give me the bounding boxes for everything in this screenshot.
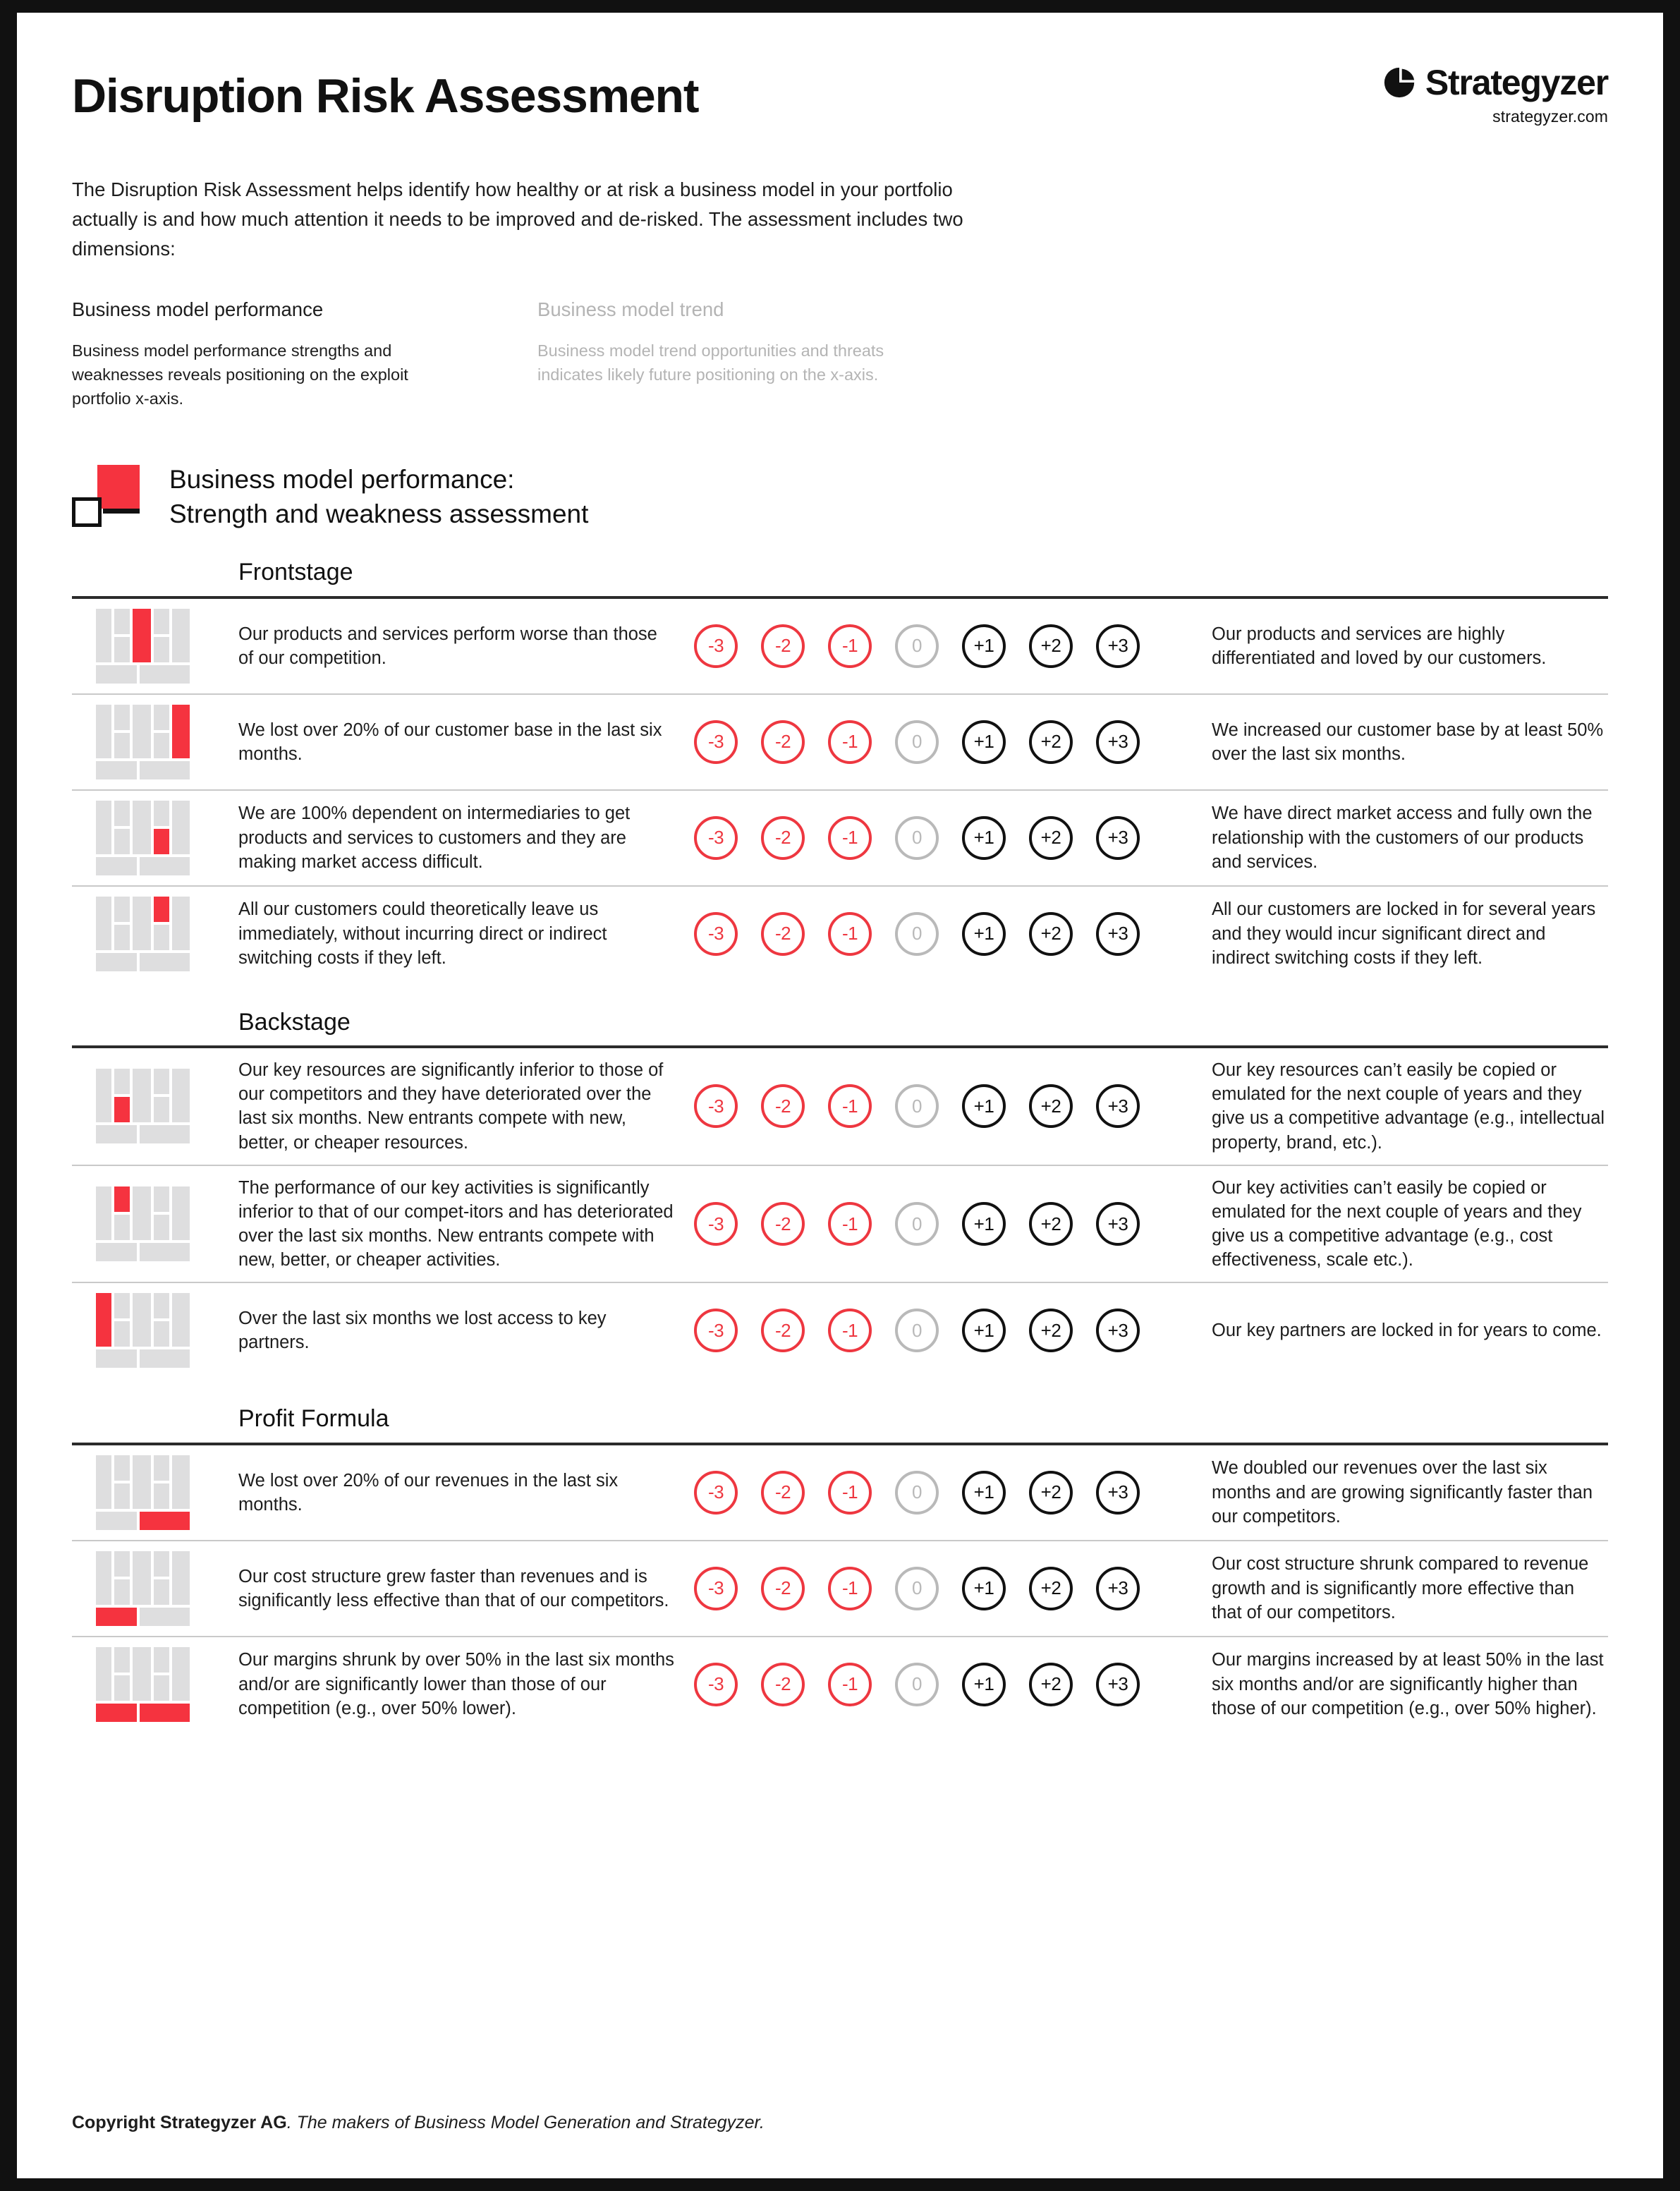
weakness-statement: Our products and services perform worse than those of our competition. bbox=[238, 624, 657, 668]
rating-option-0[interactable]: 0 bbox=[895, 624, 939, 668]
rating-option-plus3[interactable]: +3 bbox=[1096, 1663, 1140, 1706]
section-title-line2: Strength and weakness assessment bbox=[169, 499, 589, 529]
rating-option-plus1[interactable]: +1 bbox=[962, 720, 1006, 764]
rating-option-minus1[interactable]: -1 bbox=[828, 1663, 872, 1706]
strength-statement: We have direct market access and fully own the relationship with the customers of our products and services. bbox=[1212, 803, 1593, 872]
rating-option-minus2[interactable]: -2 bbox=[761, 1567, 805, 1610]
rating-option-plus1[interactable]: +1 bbox=[962, 816, 1006, 860]
rating-option-minus2[interactable]: -2 bbox=[761, 816, 805, 860]
rating-scale bbox=[694, 720, 1195, 764]
canvas-icon-channels bbox=[96, 801, 190, 875]
weakness-statement: Over the last six months we lost access to key partners. bbox=[238, 1309, 607, 1353]
rating-scale bbox=[694, 816, 1195, 860]
page-header bbox=[72, 58, 1608, 164]
section-title-line1: Business model performance: bbox=[169, 464, 515, 494]
section-title bbox=[169, 462, 588, 531]
rating-option-minus2[interactable]: -2 bbox=[761, 624, 805, 668]
rating-scale bbox=[694, 1084, 1195, 1128]
rating-scale bbox=[694, 1309, 1195, 1352]
row-icon-cell bbox=[72, 609, 238, 684]
rating-option-minus1[interactable]: -1 bbox=[828, 816, 872, 860]
rating-option-0[interactable]: 0 bbox=[895, 720, 939, 764]
rating-option-0[interactable]: 0 bbox=[895, 1567, 939, 1610]
rating-option-minus2[interactable]: -2 bbox=[761, 1202, 805, 1246]
assessment-table bbox=[72, 559, 1608, 1731]
rating-option-plus1[interactable]: +1 bbox=[962, 624, 1006, 668]
strength-statement: Our cost structure shrunk compared to revenue growth and is significantly more effective than that of our competitors. bbox=[1212, 1554, 1589, 1622]
dimension-body: Business model trend opportunities and threats indicates likely future positioning on the x-axis. bbox=[537, 341, 884, 384]
rating-option-minus1[interactable]: -1 bbox=[828, 1202, 872, 1246]
page-title: Disruption Risk Assessment bbox=[72, 69, 699, 123]
assessment-row bbox=[72, 1445, 1608, 1540]
weakness-statement: We lost over 20% of our customer base in the last six months. bbox=[238, 720, 662, 764]
rating-option-minus3[interactable]: -3 bbox=[694, 1567, 738, 1610]
rating-option-minus2[interactable]: -2 bbox=[761, 1084, 805, 1128]
rating-option-plus3[interactable]: +3 bbox=[1096, 912, 1140, 956]
rating-option-plus3[interactable]: +3 bbox=[1096, 624, 1140, 668]
row-icon-cell bbox=[72, 1551, 238, 1626]
canvas-icon-customer-relationships bbox=[96, 897, 190, 971]
canvas-icon-cost-structure bbox=[96, 1551, 190, 1626]
rating-option-plus1[interactable]: +1 bbox=[962, 1663, 1006, 1706]
assessment-row bbox=[72, 1283, 1608, 1378]
strength-statement: Our key activities can’t easily be copied or emulated for the next couple of years and they give us a competitive advantage (e.g., cost effectiveness, scale etc.). bbox=[1212, 1177, 1582, 1270]
copyright-owner: Copyright Strategyzer AG bbox=[72, 2113, 287, 2132]
canvas-icon-value-proposition bbox=[96, 609, 190, 684]
rating-option-0[interactable]: 0 bbox=[895, 1663, 939, 1706]
rating-option-minus1[interactable]: -1 bbox=[828, 1471, 872, 1515]
rating-option-plus1[interactable]: +1 bbox=[962, 1567, 1006, 1610]
canvas-icon-customer-segments bbox=[96, 705, 190, 779]
strength-statement: Our products and services are highly differentiated and loved by our customers. bbox=[1212, 624, 1547, 668]
weakness-statement: The performance of our key activities is significantly inferior to that of our compet-itors and has deteriorated over the last six months. New entrants compete with new, better, or cheaper activities. bbox=[238, 1177, 674, 1270]
weakness-statement: Our margins shrunk by over 50% in the last six months and/or are significantly lower than those of our competition (e.g., over 50% lower). bbox=[238, 1650, 674, 1718]
group-title: Backstage bbox=[238, 1008, 351, 1036]
group-title: Profit Formula bbox=[238, 1405, 389, 1433]
rating-option-minus3[interactable]: -3 bbox=[694, 1084, 738, 1128]
rating-option-plus3[interactable]: +3 bbox=[1096, 1471, 1140, 1515]
rating-option-minus1[interactable]: -1 bbox=[828, 1567, 872, 1610]
rating-option-plus2[interactable]: +2 bbox=[1029, 1309, 1073, 1352]
rating-option-minus3[interactable]: -3 bbox=[694, 1202, 738, 1246]
rating-option-minus2[interactable]: -2 bbox=[761, 912, 805, 956]
weakness-statement: All our customers could theoretically leave us immediately, without incurring direct or indirect switching costs if they left. bbox=[238, 899, 607, 968]
weakness-statement: We lost over 20% of our revenues in the last six months. bbox=[238, 1470, 619, 1515]
rating-option-0[interactable]: 0 bbox=[895, 1202, 939, 1246]
rating-option-plus3[interactable]: +3 bbox=[1096, 1202, 1140, 1246]
rating-option-plus2[interactable]: +2 bbox=[1029, 912, 1073, 956]
rating-option-minus2[interactable]: -2 bbox=[761, 720, 805, 764]
assessment-row bbox=[72, 1166, 1608, 1282]
rating-option-minus3[interactable]: -3 bbox=[694, 1471, 738, 1515]
dimensions-block bbox=[72, 298, 1608, 411]
copyright-note: . The makers of Business Model Generation and Strategyzer. bbox=[286, 2113, 765, 2132]
assessment-row bbox=[72, 599, 1608, 693]
weakness-statement: Our cost structure grew faster than revenues and is significantly less effective than that of our competitors. bbox=[238, 1566, 669, 1610]
canvas-icon-key-activities bbox=[96, 1186, 190, 1261]
weakness-statement: We are 100% dependent on intermediaries to get products and services to customers and they are making market access difficult. bbox=[238, 803, 631, 872]
dimension-title: Business model trend bbox=[537, 298, 724, 321]
rating-option-0[interactable]: 0 bbox=[895, 816, 939, 860]
intro-paragraph: The Disruption Risk Assessment helps identify how healthy or at risk a business model in your portfolio actually is and how much attention it needs to be improved and de-risked. The assessment includes two dimensions: bbox=[72, 178, 963, 260]
row-icon-cell bbox=[72, 705, 238, 779]
brand-block bbox=[1383, 65, 1608, 126]
row-icon-cell bbox=[72, 1455, 238, 1530]
rating-option-plus2[interactable]: +2 bbox=[1029, 816, 1073, 860]
rating-option-minus3[interactable]: -3 bbox=[694, 816, 738, 860]
strength-statement: Our key partners are locked in for years to come. bbox=[1212, 1321, 1602, 1341]
canvas-icon-margins bbox=[96, 1647, 190, 1722]
rating-option-minus2[interactable]: -2 bbox=[761, 1471, 805, 1515]
canvas-icon-key-partners bbox=[96, 1293, 190, 1368]
assessment-row bbox=[72, 1541, 1608, 1636]
rating-option-plus2[interactable]: +2 bbox=[1029, 1202, 1073, 1246]
rating-option-plus1[interactable]: +1 bbox=[962, 1202, 1006, 1246]
rating-option-minus2[interactable]: -2 bbox=[761, 1663, 805, 1706]
row-icon-cell bbox=[72, 897, 238, 971]
dimension-performance bbox=[72, 298, 537, 411]
rating-option-minus1[interactable]: -1 bbox=[828, 1309, 872, 1352]
assessment-row bbox=[72, 791, 1608, 885]
rating-option-0[interactable]: 0 bbox=[895, 1471, 939, 1515]
rating-option-0[interactable]: 0 bbox=[895, 1084, 939, 1128]
rating-option-plus1[interactable]: +1 bbox=[962, 1309, 1006, 1352]
row-icon-cell bbox=[72, 1293, 238, 1368]
assessment-row bbox=[72, 1637, 1608, 1732]
rating-option-plus1[interactable]: +1 bbox=[962, 1471, 1006, 1515]
rating-option-minus3[interactable]: -3 bbox=[694, 1309, 738, 1352]
strength-statement: All our customers are locked in for several years and they would incur significant direct and indirect switching costs if they left. bbox=[1212, 899, 1596, 968]
rating-scale bbox=[694, 1202, 1195, 1246]
row-icon-cell bbox=[72, 801, 238, 875]
rating-option-plus2[interactable]: +2 bbox=[1029, 720, 1073, 764]
rating-option-0[interactable]: 0 bbox=[895, 912, 939, 956]
performance-marker-icon bbox=[72, 465, 142, 528]
rating-option-plus3[interactable]: +3 bbox=[1096, 720, 1140, 764]
strength-statement: We doubled our revenues over the last six months and are growing significantly faster than our competitors. bbox=[1212, 1458, 1593, 1527]
rating-scale bbox=[694, 624, 1195, 668]
brand-url: strategyzer.com bbox=[1492, 107, 1608, 126]
assessment-row bbox=[72, 695, 1608, 789]
copyright-footer bbox=[72, 2113, 765, 2133]
rating-option-plus2[interactable]: +2 bbox=[1029, 1567, 1073, 1610]
rating-option-plus2[interactable]: +2 bbox=[1029, 624, 1073, 668]
rating-option-minus3[interactable]: -3 bbox=[694, 1663, 738, 1706]
row-icon-cell bbox=[72, 1069, 238, 1143]
row-icon-cell bbox=[72, 1186, 238, 1261]
poster-page bbox=[17, 13, 1663, 2178]
rating-option-minus1[interactable]: -1 bbox=[828, 720, 872, 764]
row-icon-cell bbox=[72, 1647, 238, 1722]
rating-option-minus3[interactable]: -3 bbox=[694, 912, 738, 956]
rating-option-minus3[interactable]: -3 bbox=[694, 720, 738, 764]
rating-scale bbox=[694, 1663, 1195, 1706]
rating-option-minus3[interactable]: -3 bbox=[694, 624, 738, 668]
rating-option-plus1[interactable]: +1 bbox=[962, 1084, 1006, 1128]
rating-option-plus3[interactable]: +3 bbox=[1096, 1309, 1140, 1352]
rating-option-minus1[interactable]: -1 bbox=[828, 1084, 872, 1128]
group-backstage bbox=[72, 1009, 1608, 1378]
rating-option-plus3[interactable]: +3 bbox=[1096, 816, 1140, 860]
strength-statement: Our key resources can’t easily be copied or emulated for the next couple of years and they give us a competitive advantage (e.g., intellectual property, brand, etc.). bbox=[1212, 1060, 1605, 1153]
strategyzer-logo-icon bbox=[1383, 66, 1416, 99]
weakness-statement: Our key resources are significantly inferior to those of our competitors and they have deteriorated over the last six months. New entrants compete with new, better, or cheaper resources. bbox=[238, 1060, 664, 1153]
rating-option-plus1[interactable]: +1 bbox=[962, 912, 1006, 956]
section-header bbox=[72, 462, 1608, 531]
assessment-row bbox=[72, 1048, 1608, 1165]
canvas-icon-revenue-streams bbox=[96, 1455, 190, 1530]
dimension-title: Business model performance bbox=[72, 298, 324, 321]
group-profit-formula bbox=[72, 1406, 1608, 1731]
rating-option-plus2[interactable]: +2 bbox=[1029, 1663, 1073, 1706]
strength-statement: We increased our customer base by at least 50% over the last six months. bbox=[1212, 720, 1604, 764]
strength-statement: Our margins increased by at least 50% in the last six months and/or are significantly higher than those of our competition (e.g., over 50% higher). bbox=[1212, 1650, 1604, 1718]
rating-option-minus1[interactable]: -1 bbox=[828, 912, 872, 956]
rating-option-plus3[interactable]: +3 bbox=[1096, 1084, 1140, 1128]
rating-option-plus2[interactable]: +2 bbox=[1029, 1471, 1073, 1515]
group-title: Frontstage bbox=[238, 559, 353, 586]
brand-name: Strategyzer bbox=[1425, 63, 1608, 102]
rating-option-0[interactable]: 0 bbox=[895, 1309, 939, 1352]
rating-option-plus3[interactable]: +3 bbox=[1096, 1567, 1140, 1610]
rating-scale bbox=[694, 1567, 1195, 1610]
rating-scale bbox=[694, 1471, 1195, 1515]
canvas-icon-key-resources bbox=[96, 1069, 190, 1143]
dimension-trend bbox=[537, 298, 1003, 411]
assessment-row bbox=[72, 887, 1608, 981]
rating-scale bbox=[694, 912, 1195, 956]
rating-option-minus2[interactable]: -2 bbox=[761, 1309, 805, 1352]
rating-option-minus1[interactable]: -1 bbox=[828, 624, 872, 668]
group-frontstage bbox=[72, 559, 1608, 981]
dimension-body: Business model performance strengths and weaknesses reveals positioning on the exploit portfolio x-axis. bbox=[72, 341, 408, 408]
rating-option-plus2[interactable]: +2 bbox=[1029, 1084, 1073, 1128]
